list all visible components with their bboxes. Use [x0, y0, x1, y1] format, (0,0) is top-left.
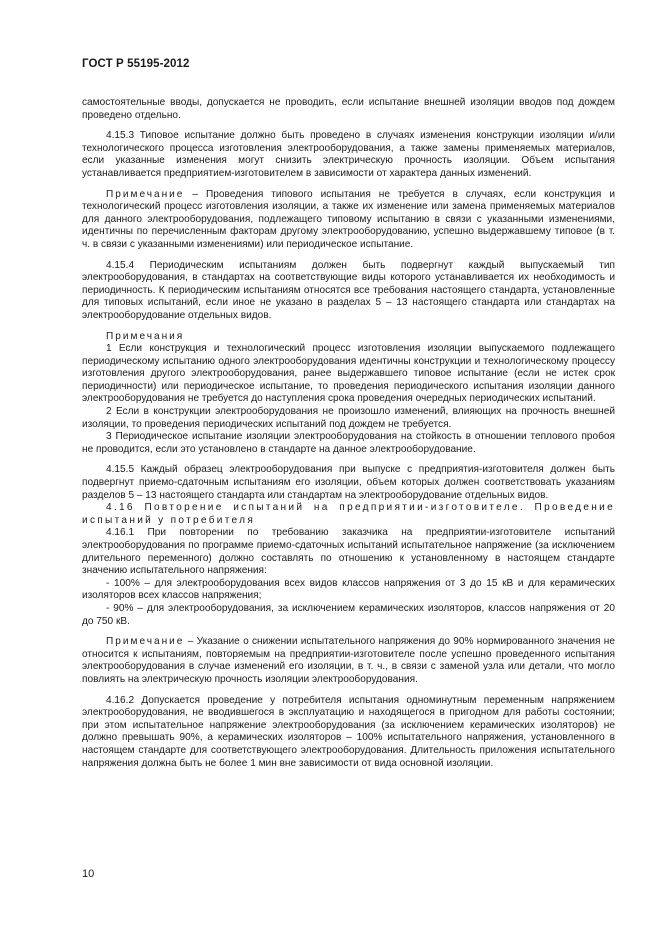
paragraph-continuation: самостоятельные вводы, допускается не проводить, если испытание внешней изоляции вводов под дождем проведено отдельно.	[82, 97, 615, 121]
note-4-15-3	[82, 189, 615, 252]
note-label: Примечание	[106, 636, 185, 648]
note-item-2: 2 Если в конструкции электрооборудования не произошло изменений, влияющих на прочность внешней изоляции, то проведения периодических испытаний под дождем не требуется.	[82, 406, 615, 430]
note-text: – Указание о снижении испытательного напряжения до 90% нормированного значения не относится к испытаниям, повторяемым на предприятии-изготовителе после успешно проведенного испытания электрооборудования в случае изменений его изоляции, в т. ч., в связи с заменой узла или детали, что могло повлиять на электрическую прочность изоляции электрооборудования.	[82, 636, 615, 685]
list-item-90-percent: - 90% – для электрооборудования, за исключением керамических изоляторов, классов напряжения от 20 до 750 кВ.	[82, 602, 615, 627]
note-item-3: 3 Периодическое испытание изоляции электрооборудования на стойкость в отношении теплового пробоя не проводится, если это установлено в стандарте на данное электрооборудование.	[82, 431, 615, 455]
page-header-doc-id: ГОСТ Р 55195-2012	[82, 58, 190, 70]
paragraph-4-15-4: 4.15.4 Периодическим испытаниям должен быть подвергнут каждый выпускаемый тип электрооборудования, в стандартах на соответствующие виды которого устанавливается их необходимость и периодичность. К периодическим испытаниям относятся все требования настоящего стандарта, установленные для типовых испытаний, если иное не указано в разделах 5 – 13 настоящего стандарта или стандартах на электрооборудование отдельных видов.	[82, 259, 615, 321]
list-item-100-percent: - 100% – для электрооборудования всех видов классов напряжения от 3 до 15 кВ и для керамических изоляторов всех классов напряжения;	[82, 577, 615, 602]
paragraph-4-15-5: 4.15.5 Каждый образец электрооборудования при выпуске с предприятия-изготовителя должен быть подвергнут приемо-сдаточным испытаниям его изоляции, объем которых должен соответствовать указаниям разделов 5 – 13 настоящего стандарта или стандартам на электрооборудование отдельных видов.	[82, 464, 615, 501]
page-number: 10	[82, 868, 95, 880]
section-heading-4-16: 4.16 Повторение испытаний на предприятии-изготовителе. Проведение испытаний у потребителя	[82, 502, 615, 526]
paragraph-4-16-1: 4.16.1 При повторении по требованию заказчика на предприятии-изготовителе испытаний электрооборудования по программе приемо-сдаточных испытаний испытательное напряжение (за исключением длительного переменного) должно составлять по отношению к установленному в настоящем стандарте значению испытательного напряжения:	[82, 527, 615, 577]
document-body	[82, 97, 615, 770]
notes-label: Примечания	[106, 330, 185, 342]
note-label: Примечание	[106, 188, 185, 200]
note-item-1: 1 Если конструкция и технологический процесс изготовления изоляции выпускаемого подлежащего периодическому испытанию одного электрооборудования идентичны конструкции и технологическому процессу изготовления другого электрооборудования, ранее выдержавшего типовое испытание (если не истек срок периодичности) или периодическое испытание, то проведения периодического испытания изоляции данного электрооборудования не требуется до наступления срока проведения очередных периодических испытаний.	[82, 343, 615, 405]
note-4-16-1	[82, 636, 615, 686]
paragraph-4-16-2: 4.16.2 Допускается проведение у потребителя испытания одноминутным переменным напряжением электрооборудования, не вводившегося в эксплуатацию и находящегося в пригодном для работы состоянии; при этом испытательное напряжение электрооборудования (за исключением керамических изоляторов) не должно превышать 90%, а керамических изоляторов – 100% испытательного напряжения, установленного в настоящем стандарте для соответствующего электрооборудования. Длительность приложения испытательного напряжения должна быть не более 1 мин вне зависимости от вида основной изоляции.	[82, 694, 615, 769]
note-text: – Проведения типового испытания не требуется в случаях, если конструкция и технологический процесс изготовления изоляции, а также их изменение или замена применяемых материалов для данного электрооборудования, подлежащего типовому испытанию в связи с указанными изменениями, идентичны по перечисленным факторам другому электрооборудованию, успешно выдержавшему типовое (в т. ч. в связи с указанными изменениями) или периодическое испытание.	[82, 188, 615, 250]
paragraph-4-15-3: 4.15.3 Типовое испытание должно быть проведено в случаях изменения конструкции изоляции и/или технологического процесса изготовления электрооборудования, а также замены применяемых материалов, если указанные изменения могут снизить электрическую прочность изоляции. Объем испытания устанавливается предприятием-изготовителем в зависимости от характера данных изменений.	[82, 130, 615, 179]
